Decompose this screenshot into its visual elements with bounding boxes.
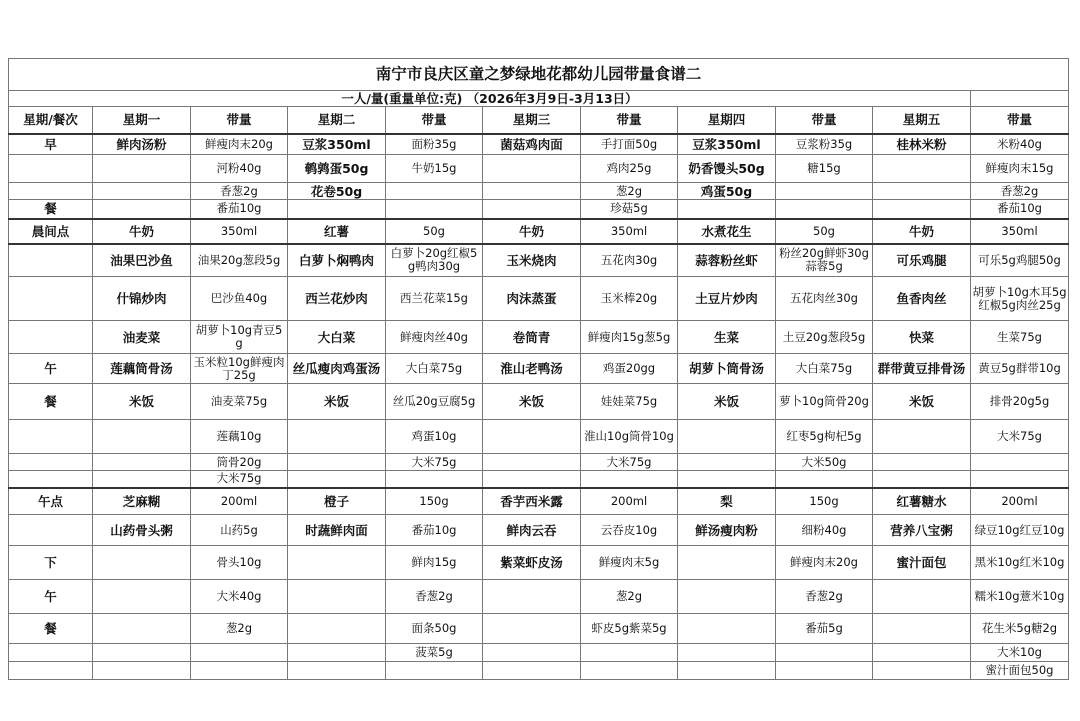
quantity-cell: 大米50g: [776, 454, 873, 471]
dish-cell: 奶香馒头50g: [678, 155, 776, 183]
dish-cell: 鹌鹑蛋50g: [288, 155, 386, 183]
quantity-cell: 白萝卜20g红椒5g鸭肉30g: [386, 244, 483, 277]
dish-cell: 卷筒青: [483, 321, 581, 354]
quantity-cell: 河粉40g: [191, 155, 288, 183]
dish-cell: 米饭: [483, 384, 581, 420]
dish-cell: [483, 454, 581, 471]
quantity-cell: 五花肉30g: [581, 244, 678, 277]
dish-cell: [873, 420, 971, 454]
quantity-cell: [776, 200, 873, 219]
quantity-cell: 200ml: [581, 488, 678, 515]
dish-cell: [93, 155, 191, 183]
quantity-cell: 番茄10g: [191, 200, 288, 219]
dish-cell: [678, 420, 776, 454]
dish-cell: [93, 614, 191, 644]
dish-cell: [873, 662, 971, 680]
quantity-cell: 大米75g: [386, 454, 483, 471]
dish-cell: 牛奶: [873, 219, 971, 244]
table-row: [9, 420, 1069, 454]
dish-cell: 红薯: [288, 219, 386, 244]
quantity-cell: 葱2g: [581, 183, 678, 200]
quantity-cell: 手打面50g: [581, 134, 678, 155]
header-cell: 星期五: [873, 107, 971, 134]
table-row: [9, 454, 1069, 471]
dish-cell: [93, 580, 191, 614]
meal-label: 晨间点: [9, 219, 93, 244]
meal-label: [9, 662, 93, 680]
quantity-cell: 鲜瘦肉15g葱5g: [581, 321, 678, 354]
meal-label: [9, 515, 93, 546]
dish-cell: [93, 183, 191, 200]
subtitle-blank-cell: [971, 91, 1069, 107]
quantity-cell: [776, 662, 873, 680]
dish-cell: [483, 662, 581, 680]
quantity-cell: 大米10g: [971, 644, 1069, 662]
dish-cell: 牛奶: [93, 219, 191, 244]
quantity-cell: 生菜75g: [971, 321, 1069, 354]
dish-cell: 鲜汤瘦肉粉: [678, 515, 776, 546]
quantity-cell: 350ml: [581, 219, 678, 244]
dish-cell: [873, 471, 971, 488]
quantity-cell: 50g: [776, 219, 873, 244]
quantity-cell: 西兰花菜15g: [386, 277, 483, 321]
quantity-cell: [971, 471, 1069, 488]
meal-label: [9, 183, 93, 200]
table-row: [9, 580, 1069, 614]
quantity-cell: 50g: [386, 219, 483, 244]
dish-cell: 米饭: [93, 384, 191, 420]
quantity-cell: 鲜瘦肉丝40g: [386, 321, 483, 354]
table-row: [9, 244, 1069, 277]
table-row: [9, 155, 1069, 183]
quantity-cell: 大米75g: [971, 420, 1069, 454]
header-cell: 星期二: [288, 107, 386, 134]
dish-cell: 蒜蓉粉丝虾: [678, 244, 776, 277]
quantity-cell: 菠菜5g: [386, 644, 483, 662]
quantity-cell: 骨头10g: [191, 546, 288, 580]
quantity-cell: 山药5g: [191, 515, 288, 546]
quantity-cell: 花生米5g糖2g: [971, 614, 1069, 644]
header-cell: 星期/餐次: [9, 107, 93, 134]
dish-cell: [483, 420, 581, 454]
quantity-cell: 黄豆5g群带10g: [971, 354, 1069, 384]
dish-cell: 豆浆350ml: [288, 134, 386, 155]
table-row: [9, 488, 1069, 515]
quantity-cell: 香葱2g: [386, 580, 483, 614]
dish-cell: 玉米烧肉: [483, 244, 581, 277]
quantity-cell: 巴沙鱼40g: [191, 277, 288, 321]
quantity-cell: 鲜肉15g: [386, 546, 483, 580]
quantity-cell: 土豆20g葱段5g: [776, 321, 873, 354]
meal-label: 餐: [9, 200, 93, 219]
quantity-cell: [776, 471, 873, 488]
dish-cell: [93, 644, 191, 662]
dish-cell: 快菜: [873, 321, 971, 354]
quantity-cell: 150g: [386, 488, 483, 515]
quantity-cell: 细粉40g: [776, 515, 873, 546]
dish-cell: 大白菜: [288, 321, 386, 354]
dish-cell: 红薯糖水: [873, 488, 971, 515]
dish-cell: 营养八宝粥: [873, 515, 971, 546]
quantity-cell: [776, 183, 873, 200]
dish-cell: [678, 662, 776, 680]
quantity-cell: [386, 471, 483, 488]
quantity-cell: 葱2g: [191, 614, 288, 644]
header-cell: 星期三: [483, 107, 581, 134]
dish-cell: [483, 200, 581, 219]
dish-cell: [873, 183, 971, 200]
quantity-cell: 米粉40g: [971, 134, 1069, 155]
dish-cell: [678, 471, 776, 488]
quantity-cell: [191, 644, 288, 662]
quantity-cell: 豆浆粉35g: [776, 134, 873, 155]
quantity-cell: 娃娃菜75g: [581, 384, 678, 420]
dish-cell: 油果巴沙鱼: [93, 244, 191, 277]
quantity-cell: [386, 662, 483, 680]
quantity-cell: [581, 471, 678, 488]
dish-cell: 时蔬鲜肉面: [288, 515, 386, 546]
dish-cell: [288, 546, 386, 580]
quantity-cell: [386, 200, 483, 219]
quantity-cell: 黑米10g红米10g: [971, 546, 1069, 580]
dish-cell: 紫菜虾皮汤: [483, 546, 581, 580]
header-cell: 带量: [776, 107, 873, 134]
dish-cell: 米饭: [678, 384, 776, 420]
dish-cell: 淮山老鸭汤: [483, 354, 581, 384]
dish-cell: [93, 420, 191, 454]
meal-label: [9, 321, 93, 354]
dish-cell: [288, 200, 386, 219]
quantity-cell: 香葱2g: [971, 183, 1069, 200]
meal-label: [9, 420, 93, 454]
table-row: [9, 200, 1069, 219]
dish-cell: 白萝卜焖鸭肉: [288, 244, 386, 277]
dish-cell: 花卷50g: [288, 183, 386, 200]
meal-label: [9, 244, 93, 277]
quantity-cell: 牛奶15g: [386, 155, 483, 183]
quantity-cell: 鸡蛋20gg: [581, 354, 678, 384]
dish-cell: 蜜汁面包: [873, 546, 971, 580]
dish-cell: [288, 420, 386, 454]
dish-cell: [93, 546, 191, 580]
dish-cell: [288, 644, 386, 662]
dish-cell: [93, 471, 191, 488]
quantity-cell: 200ml: [191, 488, 288, 515]
meal-label: [9, 454, 93, 471]
meal-label: [9, 471, 93, 488]
quantity-cell: [581, 644, 678, 662]
table-row: [9, 183, 1069, 200]
dish-cell: 丝瓜瘦肉鸡蛋汤: [288, 354, 386, 384]
dish-cell: 鸡蛋50g: [678, 183, 776, 200]
quantity-cell: 150g: [776, 488, 873, 515]
quantity-cell: 玉米棒20g: [581, 277, 678, 321]
dish-cell: [678, 454, 776, 471]
quantity-cell: 鲜瘦肉末15g: [971, 155, 1069, 183]
quantity-cell: 玉米粒10g鲜瘦肉丁25g: [191, 354, 288, 384]
quantity-cell: 鲜瘦肉末5g: [581, 546, 678, 580]
table-row: [9, 321, 1069, 354]
menu-sheet: [8, 58, 1069, 680]
page-title: 南宁市良庆区童之梦绿地花都幼儿园带量食谱二: [9, 59, 1069, 91]
dish-cell: 梨: [678, 488, 776, 515]
dish-cell: [483, 614, 581, 644]
header-cell: 带量: [191, 107, 288, 134]
dish-cell: [93, 662, 191, 680]
quantity-cell: [776, 644, 873, 662]
dish-cell: 什锦炒肉: [93, 277, 191, 321]
dish-cell: 米饭: [288, 384, 386, 420]
table-row: [9, 134, 1069, 155]
quantity-cell: [971, 454, 1069, 471]
dish-cell: [873, 200, 971, 219]
dish-cell: [678, 614, 776, 644]
quantity-cell: [386, 183, 483, 200]
header-cell: 星期一: [93, 107, 191, 134]
quantity-cell: 大米75g: [581, 454, 678, 471]
dish-cell: 水煮花生: [678, 219, 776, 244]
quantity-cell: 350ml: [191, 219, 288, 244]
quantity-cell: 五花肉丝30g: [776, 277, 873, 321]
quantity-cell: 鲜瘦肉末20g: [191, 134, 288, 155]
quantity-cell: 淮山10g筒骨10g: [581, 420, 678, 454]
quantity-cell: 大米40g: [191, 580, 288, 614]
dish-cell: 土豆片炒肉: [678, 277, 776, 321]
dish-cell: 桂林米粉: [873, 134, 971, 155]
quantity-cell: 糯米10g薏米10g: [971, 580, 1069, 614]
dish-cell: [873, 155, 971, 183]
dish-cell: 鱼香肉丝: [873, 277, 971, 321]
quantity-cell: 油麦菜75g: [191, 384, 288, 420]
meal-label: 早: [9, 134, 93, 155]
meal-label: [9, 277, 93, 321]
quantity-cell: 番茄10g: [971, 200, 1069, 219]
dish-cell: 橙子: [288, 488, 386, 515]
dish-cell: [483, 644, 581, 662]
table-row: [9, 277, 1069, 321]
dish-cell: 莲藕筒骨汤: [93, 354, 191, 384]
quantity-cell: [191, 662, 288, 680]
table-row: [9, 662, 1069, 680]
quantity-cell: 大白菜75g: [386, 354, 483, 384]
table-row: [9, 219, 1069, 244]
quantity-cell: 香葱2g: [776, 580, 873, 614]
dish-cell: 牛奶: [483, 219, 581, 244]
header-cell: 带量: [581, 107, 678, 134]
quantity-cell: 蜜汁面包50g: [971, 662, 1069, 680]
table-row: [9, 546, 1069, 580]
quantity-cell: 鸡蛋10g: [386, 420, 483, 454]
meal-label: 餐: [9, 614, 93, 644]
dish-cell: [288, 471, 386, 488]
dish-cell: [678, 200, 776, 219]
dish-cell: [93, 200, 191, 219]
table-row: [9, 471, 1069, 488]
dish-cell: 肉沫蒸蛋: [483, 277, 581, 321]
dish-cell: [873, 614, 971, 644]
dish-cell: 山药骨头粥: [93, 515, 191, 546]
table-row: [9, 644, 1069, 662]
quantity-cell: 排骨20g5g: [971, 384, 1069, 420]
meal-label: 下: [9, 546, 93, 580]
meal-label: 餐: [9, 384, 93, 420]
dish-cell: 西兰花炒肉: [288, 277, 386, 321]
meal-label: [9, 644, 93, 662]
quantity-cell: 鲜瘦肉末20g: [776, 546, 873, 580]
dish-cell: 生菜: [678, 321, 776, 354]
dish-cell: [93, 454, 191, 471]
meal-label: 午点: [9, 488, 93, 515]
meal-label: 午: [9, 580, 93, 614]
dish-cell: 胡萝卜筒骨汤: [678, 354, 776, 384]
dish-cell: [483, 471, 581, 488]
quantity-cell: 云吞皮10g: [581, 515, 678, 546]
dish-cell: [288, 454, 386, 471]
quantity-cell: 莲藕10g: [191, 420, 288, 454]
header-cell: 带量: [971, 107, 1069, 134]
dish-cell: 香芋西米露: [483, 488, 581, 515]
quantity-cell: 200ml: [971, 488, 1069, 515]
dish-cell: [288, 580, 386, 614]
dish-cell: [678, 644, 776, 662]
quantity-cell: 丝瓜20g豆腐5g: [386, 384, 483, 420]
quantity-cell: 大米75g: [191, 471, 288, 488]
quantity-cell: 萝卜10g筒骨20g: [776, 384, 873, 420]
dish-cell: [873, 644, 971, 662]
quantity-cell: 虾皮5g紫菜5g: [581, 614, 678, 644]
dish-cell: [483, 580, 581, 614]
dish-cell: 油麦菜: [93, 321, 191, 354]
header-row: [9, 107, 1069, 134]
dish-cell: [678, 580, 776, 614]
table-row: [9, 614, 1069, 644]
dish-cell: [483, 155, 581, 183]
dish-cell: 豆浆350ml: [678, 134, 776, 155]
subtitle: 一人/量(重量单位:克) （2026年3月9日-3月13日）: [9, 91, 971, 107]
meal-label: 午: [9, 354, 93, 384]
header-cell: 带量: [386, 107, 483, 134]
dish-cell: [288, 662, 386, 680]
dish-cell: 群带黄豆排骨汤: [873, 354, 971, 384]
quantity-cell: [581, 662, 678, 680]
dish-cell: 芝麻糊: [93, 488, 191, 515]
quantity-cell: 葱2g: [581, 580, 678, 614]
quantity-cell: 面粉35g: [386, 134, 483, 155]
quantity-cell: 筒骨20g: [191, 454, 288, 471]
quantity-cell: 番茄10g: [386, 515, 483, 546]
meal-label: [9, 155, 93, 183]
quantity-cell: 番茄5g: [776, 614, 873, 644]
header-cell: 星期四: [678, 107, 776, 134]
dish-cell: 鲜肉云吞: [483, 515, 581, 546]
quantity-cell: 350ml: [971, 219, 1069, 244]
dish-cell: 米饭: [873, 384, 971, 420]
quantity-cell: 鸡肉25g: [581, 155, 678, 183]
dish-cell: 鲜肉汤粉: [93, 134, 191, 155]
table-row: [9, 354, 1069, 384]
dish-cell: [873, 580, 971, 614]
quantity-cell: 可乐5g鸡腿50g: [971, 244, 1069, 277]
quantity-cell: 香葱2g: [191, 183, 288, 200]
quantity-cell: 胡萝卜10g青豆5g: [191, 321, 288, 354]
dish-cell: [288, 614, 386, 644]
table-row: [9, 515, 1069, 546]
quantity-cell: 油果20g葱段5g: [191, 244, 288, 277]
quantity-cell: 面条50g: [386, 614, 483, 644]
dish-cell: 可乐鸡腿: [873, 244, 971, 277]
table-row: [9, 384, 1069, 420]
quantity-cell: 粉丝20g鲜虾30g蒜蓉5g: [776, 244, 873, 277]
quantity-cell: 糖15g: [776, 155, 873, 183]
dish-cell: [873, 454, 971, 471]
quantity-cell: 绿豆10g红豆10g: [971, 515, 1069, 546]
dish-cell: [678, 546, 776, 580]
quantity-cell: 红枣5g枸杞5g: [776, 420, 873, 454]
quantity-cell: 大白菜75g: [776, 354, 873, 384]
dish-cell: [483, 183, 581, 200]
quantity-cell: 胡萝卜10g木耳5g红椒5g肉丝25g: [971, 277, 1069, 321]
quantity-cell: 珍菇5g: [581, 200, 678, 219]
dish-cell: 菌菇鸡肉面: [483, 134, 581, 155]
menu-table: [8, 58, 1069, 680]
